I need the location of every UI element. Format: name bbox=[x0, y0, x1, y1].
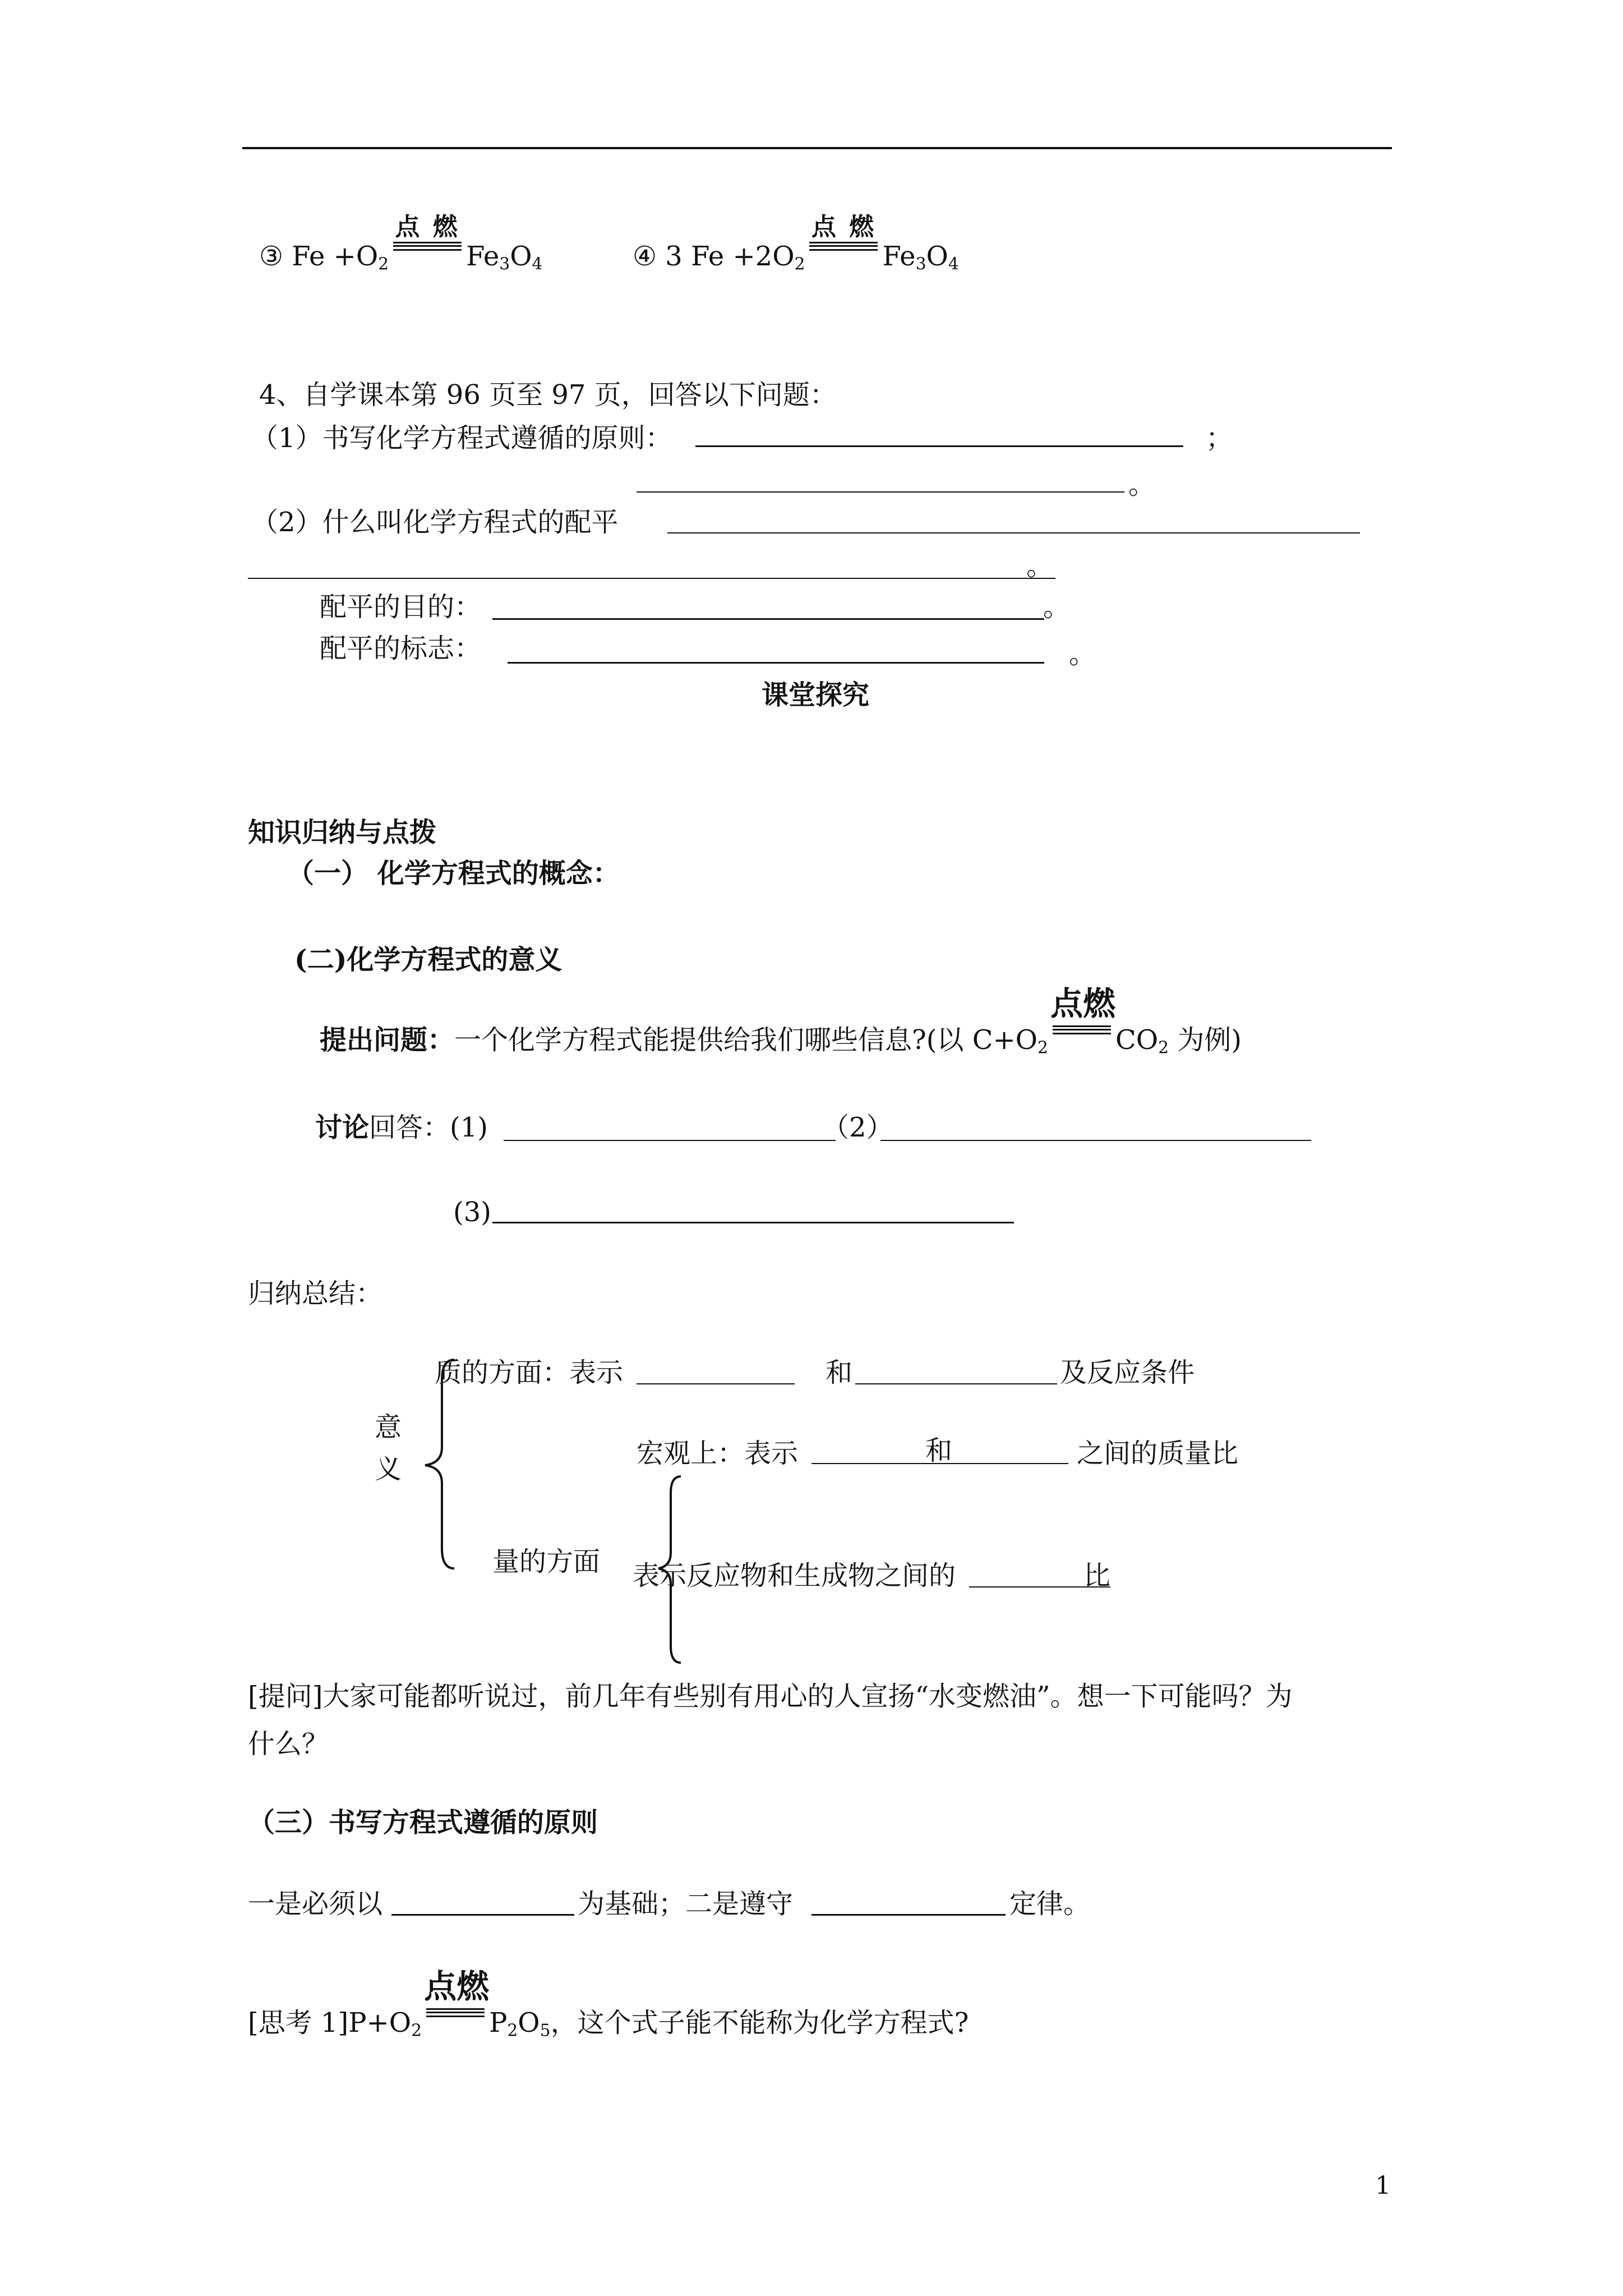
principle-line: 一是必须以 bbox=[248, 1888, 383, 1920]
question-line: 提出问题：一个化学方程式能提供给我们哪些信息?(以 $C+O_2$ 点燃 $CO_2$ 为例) bbox=[320, 984, 1242, 1058]
answer-blank[interactable] bbox=[391, 1914, 574, 1916]
meaning-char-1: 意 bbox=[375, 1411, 402, 1443]
think-1: [思考 $1]P+O_2$ 点燃 $P_2O_5$，这个式子能不能称为化学方程式? bbox=[248, 1967, 969, 2041]
answer-blank[interactable] bbox=[695, 445, 1183, 447]
answer-blank[interactable] bbox=[492, 1222, 1014, 1223]
reaction-condition: 点燃 bbox=[1050, 1022, 1113, 1049]
answer-blank[interactable] bbox=[667, 532, 1360, 533]
section-title: 课堂探究 bbox=[762, 679, 870, 711]
micro-aspect: 表示反应物和生成物之间的 bbox=[633, 1560, 956, 1591]
header-rule bbox=[242, 147, 1392, 149]
q4-title: 4、自学课本第 96 页至 97 页，回答以下问题： bbox=[259, 379, 837, 411]
quality-aspect: 质的方面：表示 bbox=[435, 1357, 624, 1388]
part3-heading: （三）书写方程式遵循的原则 bbox=[248, 1807, 598, 1838]
mark-label: 配平的标志： bbox=[320, 633, 482, 664]
answer-blank[interactable] bbox=[504, 1140, 836, 1141]
discuss-line: 讨论回答：(1) bbox=[315, 1112, 488, 1143]
macro-aspect: 宏观上：表示 bbox=[637, 1438, 799, 1469]
answer-blank[interactable] bbox=[492, 618, 1044, 620]
equation-4: ④ 3 $Fe +2O_2$ 点 燃 $Fe_3O_4$ bbox=[633, 213, 959, 274]
reaction-condition: 点 燃 bbox=[807, 238, 880, 265]
summary-title: 知识归纳与点拨 bbox=[248, 817, 437, 848]
purpose-label: 配平的目的： bbox=[320, 591, 482, 623]
answer-blank[interactable] bbox=[508, 662, 1044, 664]
quantity-aspect: 量的方面 bbox=[492, 1546, 601, 1577]
answer-blank[interactable] bbox=[880, 1140, 1311, 1141]
reaction-condition: 点 燃 bbox=[391, 238, 464, 265]
brace-outer bbox=[421, 1358, 460, 1571]
ask-question: [提问]大家可能都听说过，前几年有些别有用心的人宣扬“水变燃油”。想一下可能吗？为 bbox=[248, 1681, 1293, 1712]
page-number: 1 bbox=[1375, 2171, 1391, 2200]
part1-heading: （一） 化学方程式的概念： bbox=[287, 858, 620, 889]
q4-item1: （1）书写化学方程式遵循的原则： bbox=[251, 422, 672, 454]
answer-blank[interactable] bbox=[248, 578, 1055, 579]
answer-blank[interactable] bbox=[811, 1914, 1006, 1916]
q4-item2: （2）什么叫化学方程式的配平 bbox=[251, 507, 619, 538]
answer-blank[interactable] bbox=[855, 1383, 1057, 1384]
meaning-char-2: 义 bbox=[375, 1453, 402, 1485]
equation-3: ③ $Fe +O_2$ 点 燃 $Fe_3O_4$ bbox=[259, 213, 543, 274]
conclusion-label: 归纳总结： bbox=[248, 1278, 383, 1309]
answer-blank[interactable] bbox=[637, 491, 1124, 493]
part2-heading: (二)化学方程式的意义 bbox=[294, 944, 562, 976]
answer-blank[interactable] bbox=[637, 1383, 795, 1384]
reaction-condition: 点燃 bbox=[424, 2005, 487, 2032]
